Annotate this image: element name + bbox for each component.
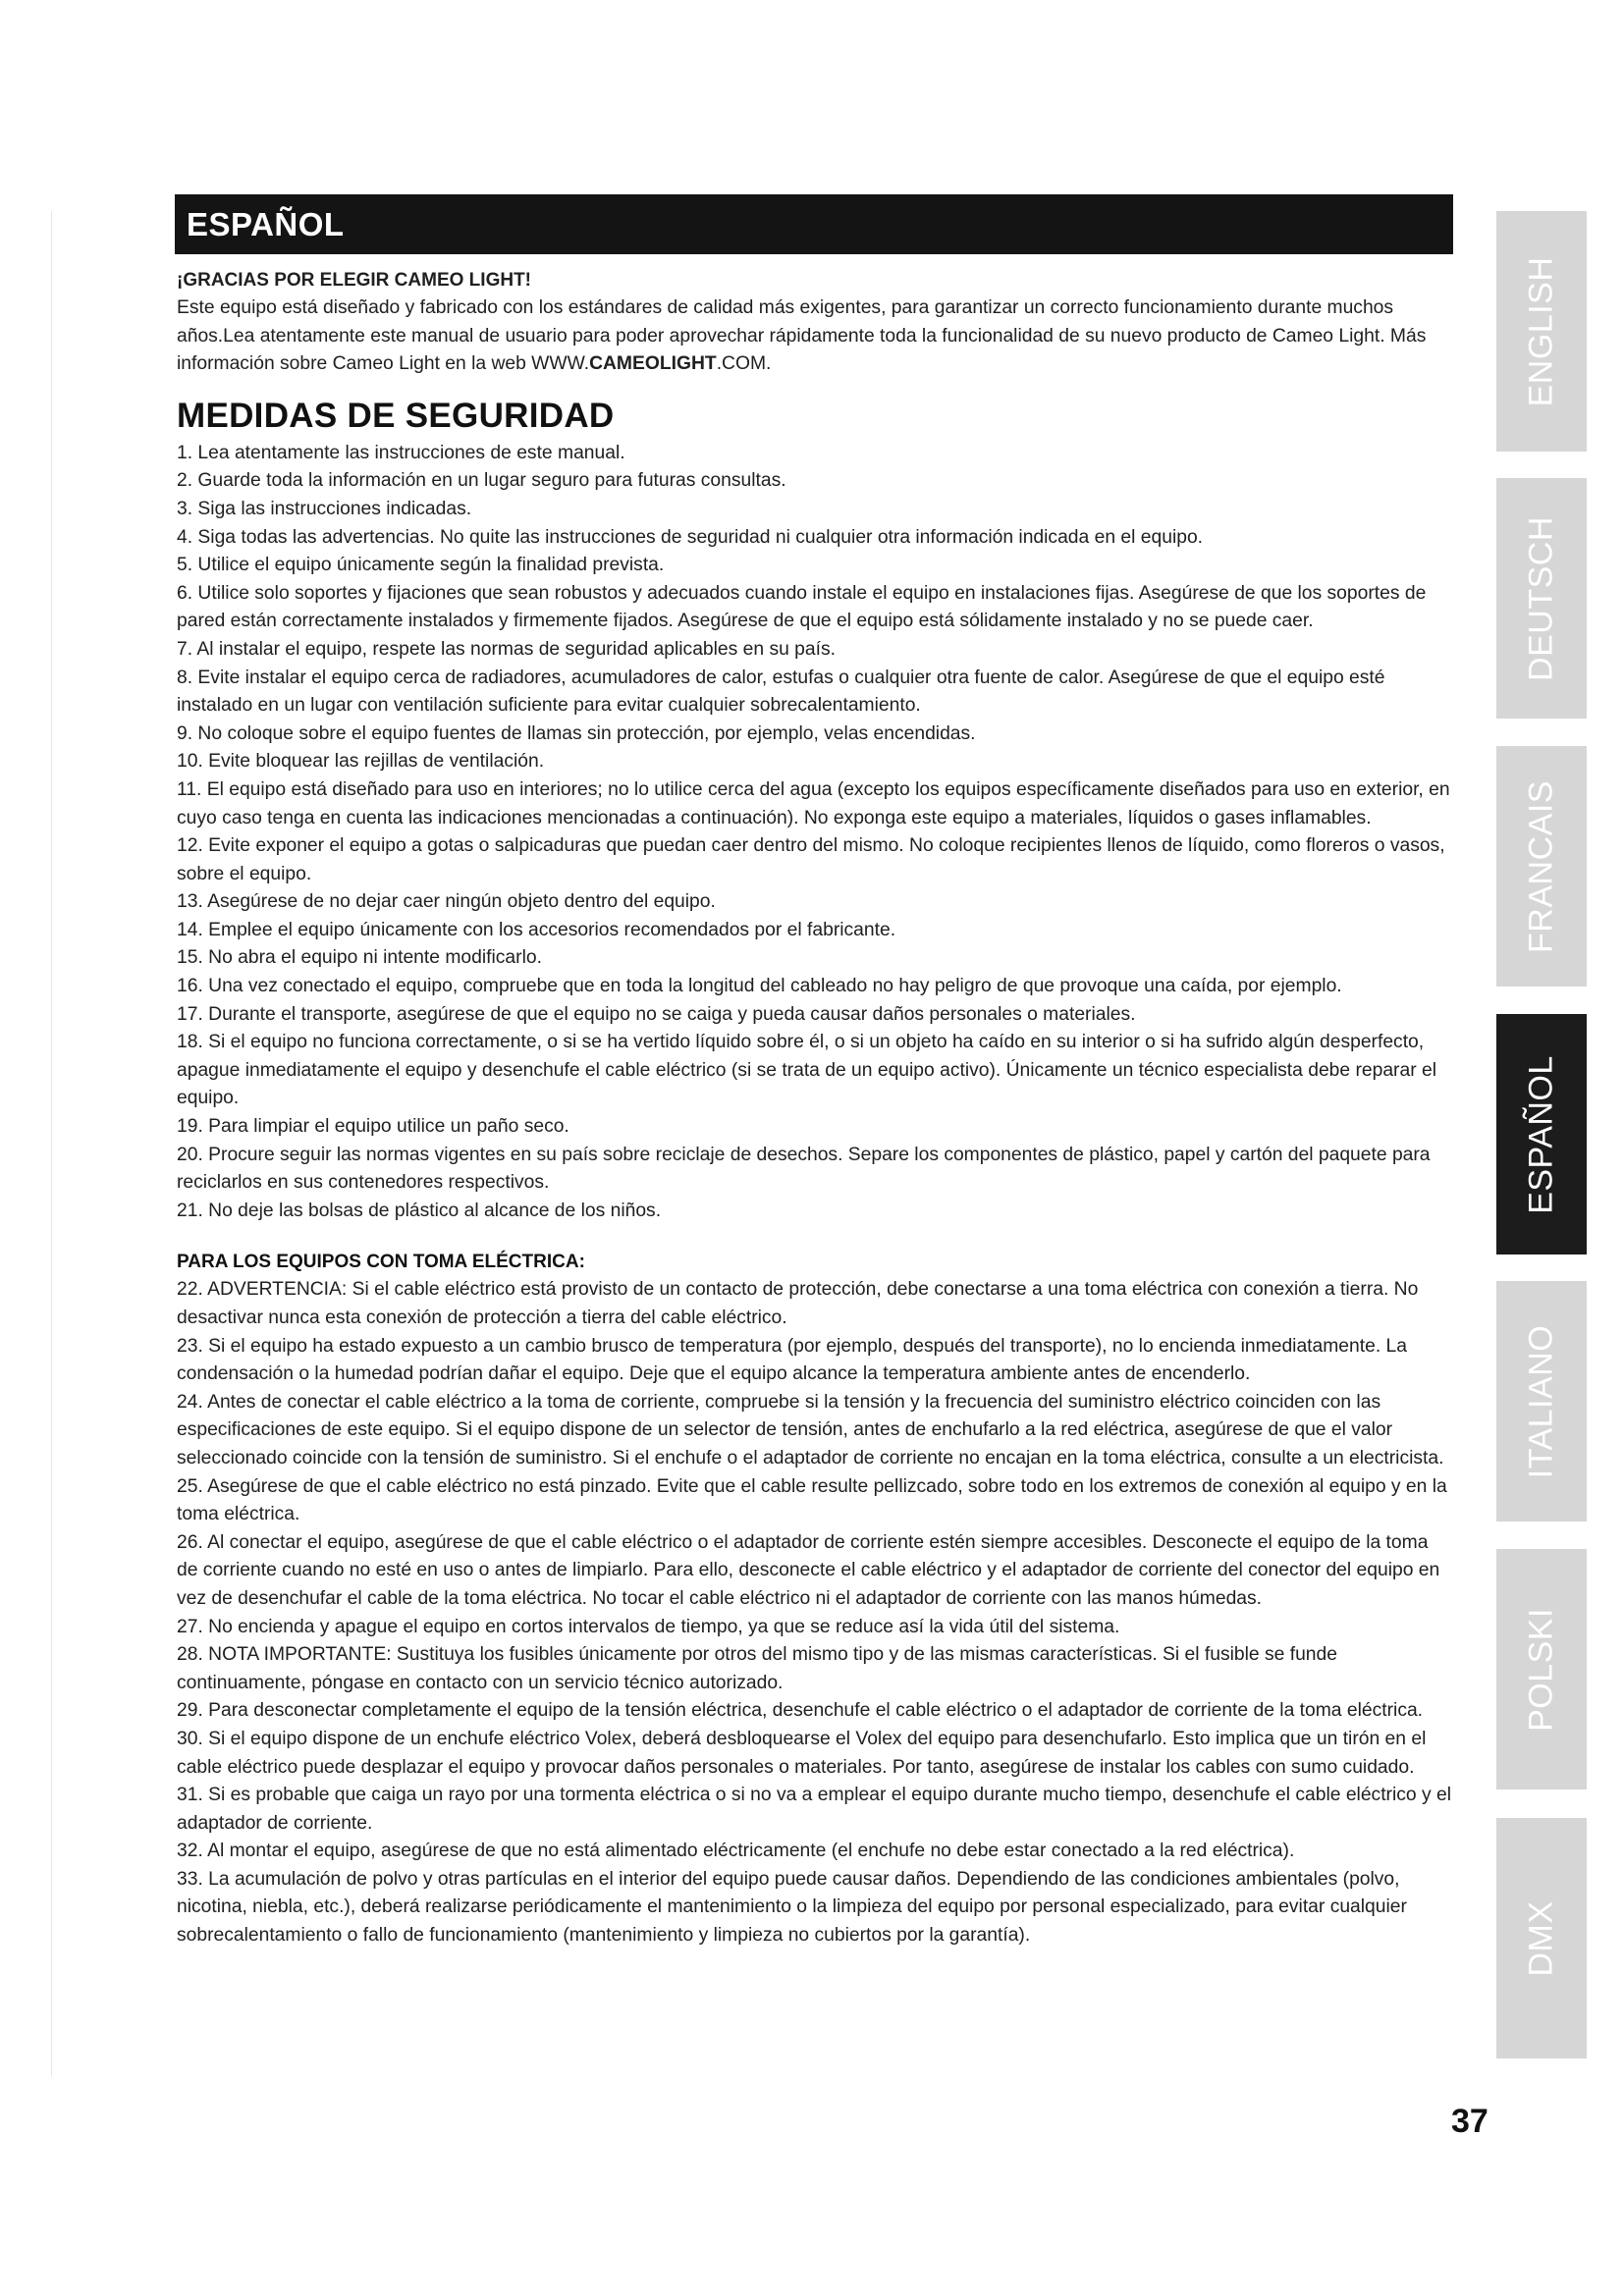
sidebar-tab-label: ITALIANO (1522, 1324, 1560, 1478)
sidebar-tab-italiano[interactable] (1496, 1281, 1587, 1522)
intro-paragraph (177, 294, 1453, 379)
electrical-list (177, 1276, 1453, 1949)
page-content (177, 267, 1453, 1950)
list-item: 23. Si el equipo ha estado expuesto a un cambio brusco de temperatura (por ejemplo, después del transporte), no lo encienda inmediatamente. La condensación o la humedad podrían dañar el equipo. Deje que el equipo alcance la temperatura ambiente antes de encenderlo. (177, 1335, 1407, 1385)
sidebar-tab-francais[interactable] (1496, 746, 1587, 987)
electrical-title: PARA LOS EQUIPOS CON TOMA ELÉCTRICA: (177, 1252, 585, 1273)
list-item: 16. Una vez conectado el equipo, compruebe que en toda la longitud del cableado no hay peligro de que provoque una caída, por ejemplo. (177, 976, 1342, 997)
sidebar-tab-espanol[interactable] (1496, 1014, 1587, 1255)
list-item: 25. Asegúrese de que el cable eléctrico no está pinzado. Evite que el cable resulte pellizcado, sobre todo en los extremos de conexión al equipo y en la toma eléctrica. (177, 1475, 1447, 1525)
safety-title: MEDIDAS DE SEGURIDAD (177, 396, 615, 435)
list-item: 15. No abra el equipo ni intente modificarlo. (177, 947, 542, 969)
list-item: 31. Si es probable que caiga un rayo por una tormenta eléctrica o si no va a emplear el equipo durante mucho tiempo, desenchufe el cable eléctrico y el adaptador de corriente. (177, 1785, 1451, 1834)
list-item: 19. Para limpiar el equipo utilice un paño seco. (177, 1116, 569, 1138)
list-item: 29. Para desconectar completamente el equipo de la tensión eléctrica, desenchufe el cable eléctrico o el adaptador de corriente de la toma eléctrica. (177, 1700, 1424, 1722)
list-item: 26. Al conectar el equipo, asegúrese de que el cable eléctrico o el adaptador de corriente estén siempre accesibles. Desconecte el equipo de la toma de corriente cuando no esté en uso o antes de limpiarlo. Para ello, desconecte el cable eléctrico y el adaptador de corriente del conector del equipo en vez de desenchufar el cable de la toma eléctrica. No tocar el cable eléctrico ni el adaptador de corriente con las manos húmedas. (177, 1531, 1440, 1609)
list-item: 18. Si el equipo no funciona correctamente, o si se ha vertido líquido sobre él, o si un objeto ha caído en su interior o si ha sufrido algún desperfecto, apague inmediatamente el equipo y desenchufe el cable eléctrico (si se trata de un equipo activo). Únicamente un técnico especialista debe reparar el equipo. (177, 1032, 1436, 1109)
list-item: 8. Evite instalar el equipo cerca de radiadores, acumuladores de calor, estufas o cualquier otra fuente de calor. Asegúrese de que el equipo esté instalado en un lugar con ventilación suficiente para evitar cualquier sobrecalentamiento. (177, 667, 1385, 717)
sidebar-tab-label: POLSKI (1522, 1607, 1560, 1732)
sidebar-tab-dmx[interactable] (1496, 1818, 1587, 2058)
list-item: 27. No encienda y apague el equipo en cortos intervalos de tiempo, ya que se reduce así la vida útil del sistema. (177, 1616, 1120, 1637)
list-item: 28. NOTA IMPORTANTE: Sustituya los fusibles únicamente por otros del mismo tipo y de las mismas características. Si el fusible se funde continuamente, póngase en contacto con un servicio técnico autorizado. (177, 1644, 1337, 1693)
list-item: 32. Al montar el equipo, asegúrese de que no está alimentado eléctricamente (el enchufe no debe estar conectado a la red eléctrica). (177, 1841, 1295, 1862)
list-item: 3. Siga las instrucciones indicadas. (177, 498, 472, 519)
sidebar-tab-english[interactable] (1496, 211, 1587, 452)
list-item: 4. Siga todas las advertencias. No quite las instrucciones de seguridad ni cualquier otra información indicada en el equipo. (177, 526, 1204, 548)
list-item: 13. Asegúrese de no dejar caer ningún objeto dentro del equipo. (177, 891, 716, 913)
sidebar-tab-polski[interactable] (1496, 1549, 1587, 1789)
language-sidebar (1496, 211, 1587, 2169)
thanks-title: ¡GRACIAS POR ELEGIR CAMEO LIGHT! (177, 270, 531, 291)
list-item: 7. Al instalar el equipo, respete las normas de seguridad aplicables en su país. (177, 638, 836, 660)
safety-list (177, 440, 1453, 1226)
page-number: 37 (1451, 2103, 1489, 2140)
list-item: 2. Guarde toda la información en un lugar seguro para futuras consultas. (177, 470, 786, 492)
intro-text-end: .COM. (716, 353, 772, 375)
intro-text: Este equipo está diseñado y fabricado con los estándares de calidad más exigentes, para garantizar un correcto funcionamiento durante muchos años.Lea atentamente este manual de usuario para poder aprovechar rápidamente toda la funcionalidad de su nuevo producto de Cameo Light. Más información sobre Cameo Light en la web WWW. (177, 297, 1427, 375)
list-item: 17. Durante el transporte, asegúrese de que el equipo no se caiga y pueda causar daños personales o materiales. (177, 1003, 1136, 1025)
sidebar-tab-label: DMX (1522, 1899, 1560, 1977)
page-margin-line (51, 211, 52, 2076)
list-item: 33. La acumulación de polvo y otras partículas en el interior del equipo puede causar daños. Dependiendo de las condiciones ambientales (polvo, nicotina, niebla, etc.), deberá realizarse periódicamente el mantenimiento o la limpieza del equipo por personal especializado, para evitar cualquier sobrecalentamiento o fallo de funcionamiento (mantenimiento y limpieza no cubiertos por la garantía). (177, 1868, 1407, 1947)
list-item: 10. Evite bloquear las rejillas de ventilación. (177, 751, 545, 773)
sidebar-tab-label: ESPAÑOL (1522, 1054, 1560, 1214)
list-item: 30. Si el equipo dispone de un enchufe eléctrico Volex, deberá desbloquearse el Volex del equipo para desenchufarlo. Esto implica que un tirón en el cable eléctrico puede desplazar el equipo y provocar daños personales o materiales. Por tanto, asegúrese de instalar los cables con sumo cuidado. (177, 1728, 1427, 1778)
list-item: 21. No deje las bolsas de plástico al alcance de los niños. (177, 1200, 662, 1221)
list-item: 6. Utilice solo soportes y fijaciones que sean robustos y adecuados cuando instale el equipo en instalaciones fijas. Asegúrese de que los soportes de pared están correctamente instalados y firmemente fijados. Asegúrese de que el equipo está sólidamente instalado y no se puede caer. (177, 582, 1427, 632)
list-item: 20. Procure seguir las normas vigentes en su país sobre reciclaje de desechos. Separe los componentes de plástico, papel y cartón del paquete para reciclarlos en sus contenedores respectivos. (177, 1144, 1431, 1194)
list-item: 5. Utilice el equipo únicamente según la finalidad prevista. (177, 555, 665, 576)
list-item: 1. Lea atentamente las instrucciones de este manual. (177, 442, 625, 463)
list-item: 9. No coloque sobre el equipo fuentes de llamas sin protección, por ejemplo, velas encendidas. (177, 722, 976, 744)
language-banner (175, 194, 1453, 254)
list-item: 12. Evite exponer el equipo a gotas o salpicaduras que puedan caer dentro del mismo. No coloque recipientes llenos de líquido, como floreros o vasos, sobre el equipo. (177, 835, 1445, 884)
list-item: 22. ADVERTENCIA: Si el cable eléctrico está provisto de un contacto de protección, debe conectarse a una toma eléctrica con conexión a tierra. No desactivar nunca esta conexión de protección a tierra del cable eléctrico. (177, 1279, 1419, 1328)
list-item: 11. El equipo está diseñado para uso en interiores; no lo utilice cerca del agua (excepto los equipos específicamente diseñados para uso en exterior, en cuyo caso tenga en cuenta las indicaciones mencionadas a continuación). No exponga este equipo a materiales, líquidos o gases inflamables. (177, 778, 1450, 828)
banner-title: ESPAÑOL (187, 206, 345, 242)
sidebar-tab-deutsch[interactable] (1496, 478, 1587, 719)
sidebar-tab-label: FRANCAIS (1522, 779, 1560, 953)
intro-web-bold: CAMEOLIGHT (589, 353, 717, 375)
sidebar-tab-label: DEUTSCH (1522, 515, 1560, 681)
sidebar-tab-label: ENGLISH (1522, 256, 1560, 406)
list-item: 24. Antes de conectar el cable eléctrico a la toma de corriente, compruebe si la tensión y la frecuencia del suministro eléctrico coinciden con las especificaciones de este equipo. Si el equipo dispone de un selector de tensión, antes de enchufarlo a la red eléctrica, asegúrese de que el valor seleccionado coincide con la tensión de suministro. Si el enchufe o el adaptador de corriente no encajan en la toma eléctrica, consulte a un electricista. (177, 1391, 1444, 1468)
list-item: 14. Emplee el equipo únicamente con los accesorios recomendados por el fabricante. (177, 919, 896, 940)
